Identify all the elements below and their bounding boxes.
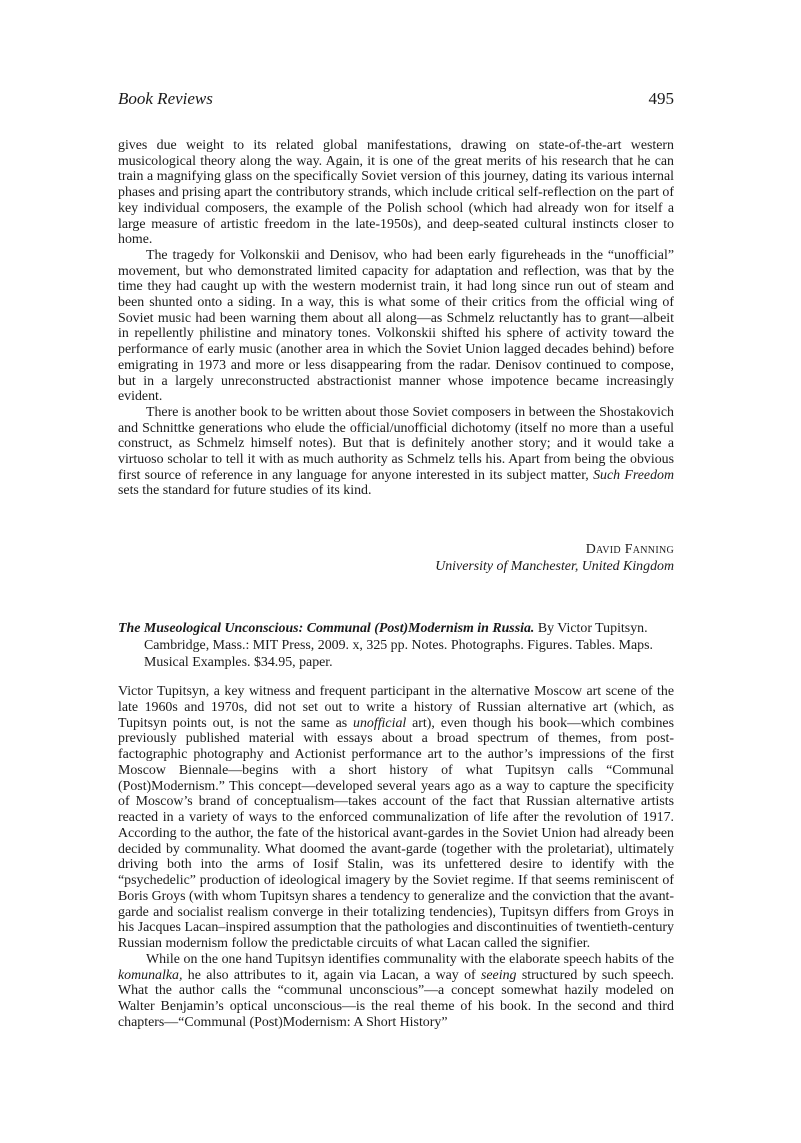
reviewer-name: David Fanning [585, 542, 674, 557]
running-head [118, 89, 674, 109]
book-title: The Museological Unconscious: Communal (Post)Modernism in Russia. [118, 621, 535, 636]
paragraph-text: he also attributes to it, again via Lacan, a way of [182, 967, 481, 983]
page-number: 495 [648, 89, 674, 108]
citation-details: By Victor Tupitsyn. Cambridge, Mass.: MIT Press, 2009. x, 325 pp. Notes. Photographs. Figures. Tables. Maps. Musical Examples. $34.95, paper. [144, 621, 653, 670]
paragraph-text: art), even though his book—which combines previously published material with essays about a broad spectrum of themes, from post-factographic photography and Actionist performance art to the author’s impressions of the first Moscow Biennale—begins with a short history of what Tupitsyn calls “Communal (Post)Modernism.” This concept—developed several years ago as a way to capture the specificity of Moscow’s brand of conceptualism—takes account of the fact that Russian alternative artists reacted in a variety of ways to the enforced communalization of life after the revolution of 1917. According to the author, the fate of the historical avant-gardes in the Soviet Union had already been decided by communality. What doomed the avant-garde (together with the proletariat), ultimately driving both into the arms of Iosif Stalin, was its unfettered desire to identify with the “psychedelic” production of ideological imagery by the Soviet regime. If that seems reminiscent of Boris Groys (with whom Tupitsyn shares a tendency to generalize and the conviction that the avant-garde and socialist realism converge in their totalizing tendencies), Tupitsyn differs from Groys in his Jacques Lacan–inspired assumption that the pathologies and discontinuities of twentieth-century Russian modernism follow the predictable circuits of what Lacan called the signifier. [118, 715, 674, 951]
book-citation [118, 620, 674, 671]
paragraph: gives due weight to its related global manifestations, drawing on state-of-the-art western musicological theory along the way. Again, it is one of the great merits of his research that he can train a magnifying glass on the specifically Soviet version of this journey, dating its various internal phases and prising apart the contributory strands, which include critical self-reflection on the part of key individual composers, the example of the Polish school (which had already won for itself a large measure of artistic freedom in the late-1950s), and deep-seated cultural instincts closer to home. [118, 138, 674, 248]
paragraph-text: While on the one hand Tupitsyn identifies communality with the elaborate speech habits of the [146, 951, 674, 967]
paragraph: The tragedy for Volkonskii and Denisov, who had been early figureheads in the “unofficial” movement, but who demonstrated limited capacity for adaptation and reflection, was that by the time they had caught up with the western modernist train, it had long since run out of steam and been shunted onto a siding. In a way, this is what some of their critics from the official wing of Soviet music had been warning them about all along—as Schmelz reluctantly has to grant—albeit in repellently philistine and minatory tones. Volkonskii shifted his sphere of activity toward the performance of early music (another area in which the Soviet Union lagged decades behind) before emigrating in 1973 and more or less disappearing from the radar. Denisov continued to compose, but in a largely unreconstructed abstractionist manner whose impotence became increasingly evident. [118, 247, 674, 405]
italic-term: unofficial [353, 715, 407, 731]
paragraph-text: Victor Tupitsyn, a key witness and frequent participant in the alternative Moscow art scene of the late 1960s and 1970s, did not set out to write a history of Russian alternative art (which, as Tupitsyn points out, is not the same as [118, 684, 674, 731]
reviewer-affiliation: University of Manchester, United Kingdom [435, 559, 674, 574]
section-title: Book Reviews [118, 89, 213, 108]
reviewer-signature [435, 541, 674, 575]
paragraph [118, 684, 674, 952]
paragraph [118, 405, 674, 499]
paragraph-text: sets the standard for future studies of its kind. [118, 483, 372, 499]
paragraph [118, 952, 674, 1031]
book-title-italic: Such Freedom [593, 467, 674, 483]
paragraph-text: There is another book to be written about those Soviet composers in between the Shostakovich and Schnittke generations who elude the official/unofficial dichotomy (itself no more than a useful construct, as Schmelz himself notes). But that is definitely another story; and it would take a virtuoso scholar to tell it with as much authority as Schmelz tells his. Apart from being the obvious first source of reference in any language for anyone interested in its subject matter, [118, 404, 674, 483]
review-1-body [118, 138, 674, 499]
italic-term: seeing [480, 967, 517, 983]
italic-term: komunalka, [118, 967, 183, 983]
review-2-body [118, 684, 674, 1031]
paragraph-text: structured by such speech. What the author calls the “communal unconscious”—a concept somewhat hazily modeled on Walter Benjamin’s optical unconscious—is the real theme of his book. In the second and third chapters—“Communal (Post)Modernism: A Short History” [118, 967, 674, 1030]
